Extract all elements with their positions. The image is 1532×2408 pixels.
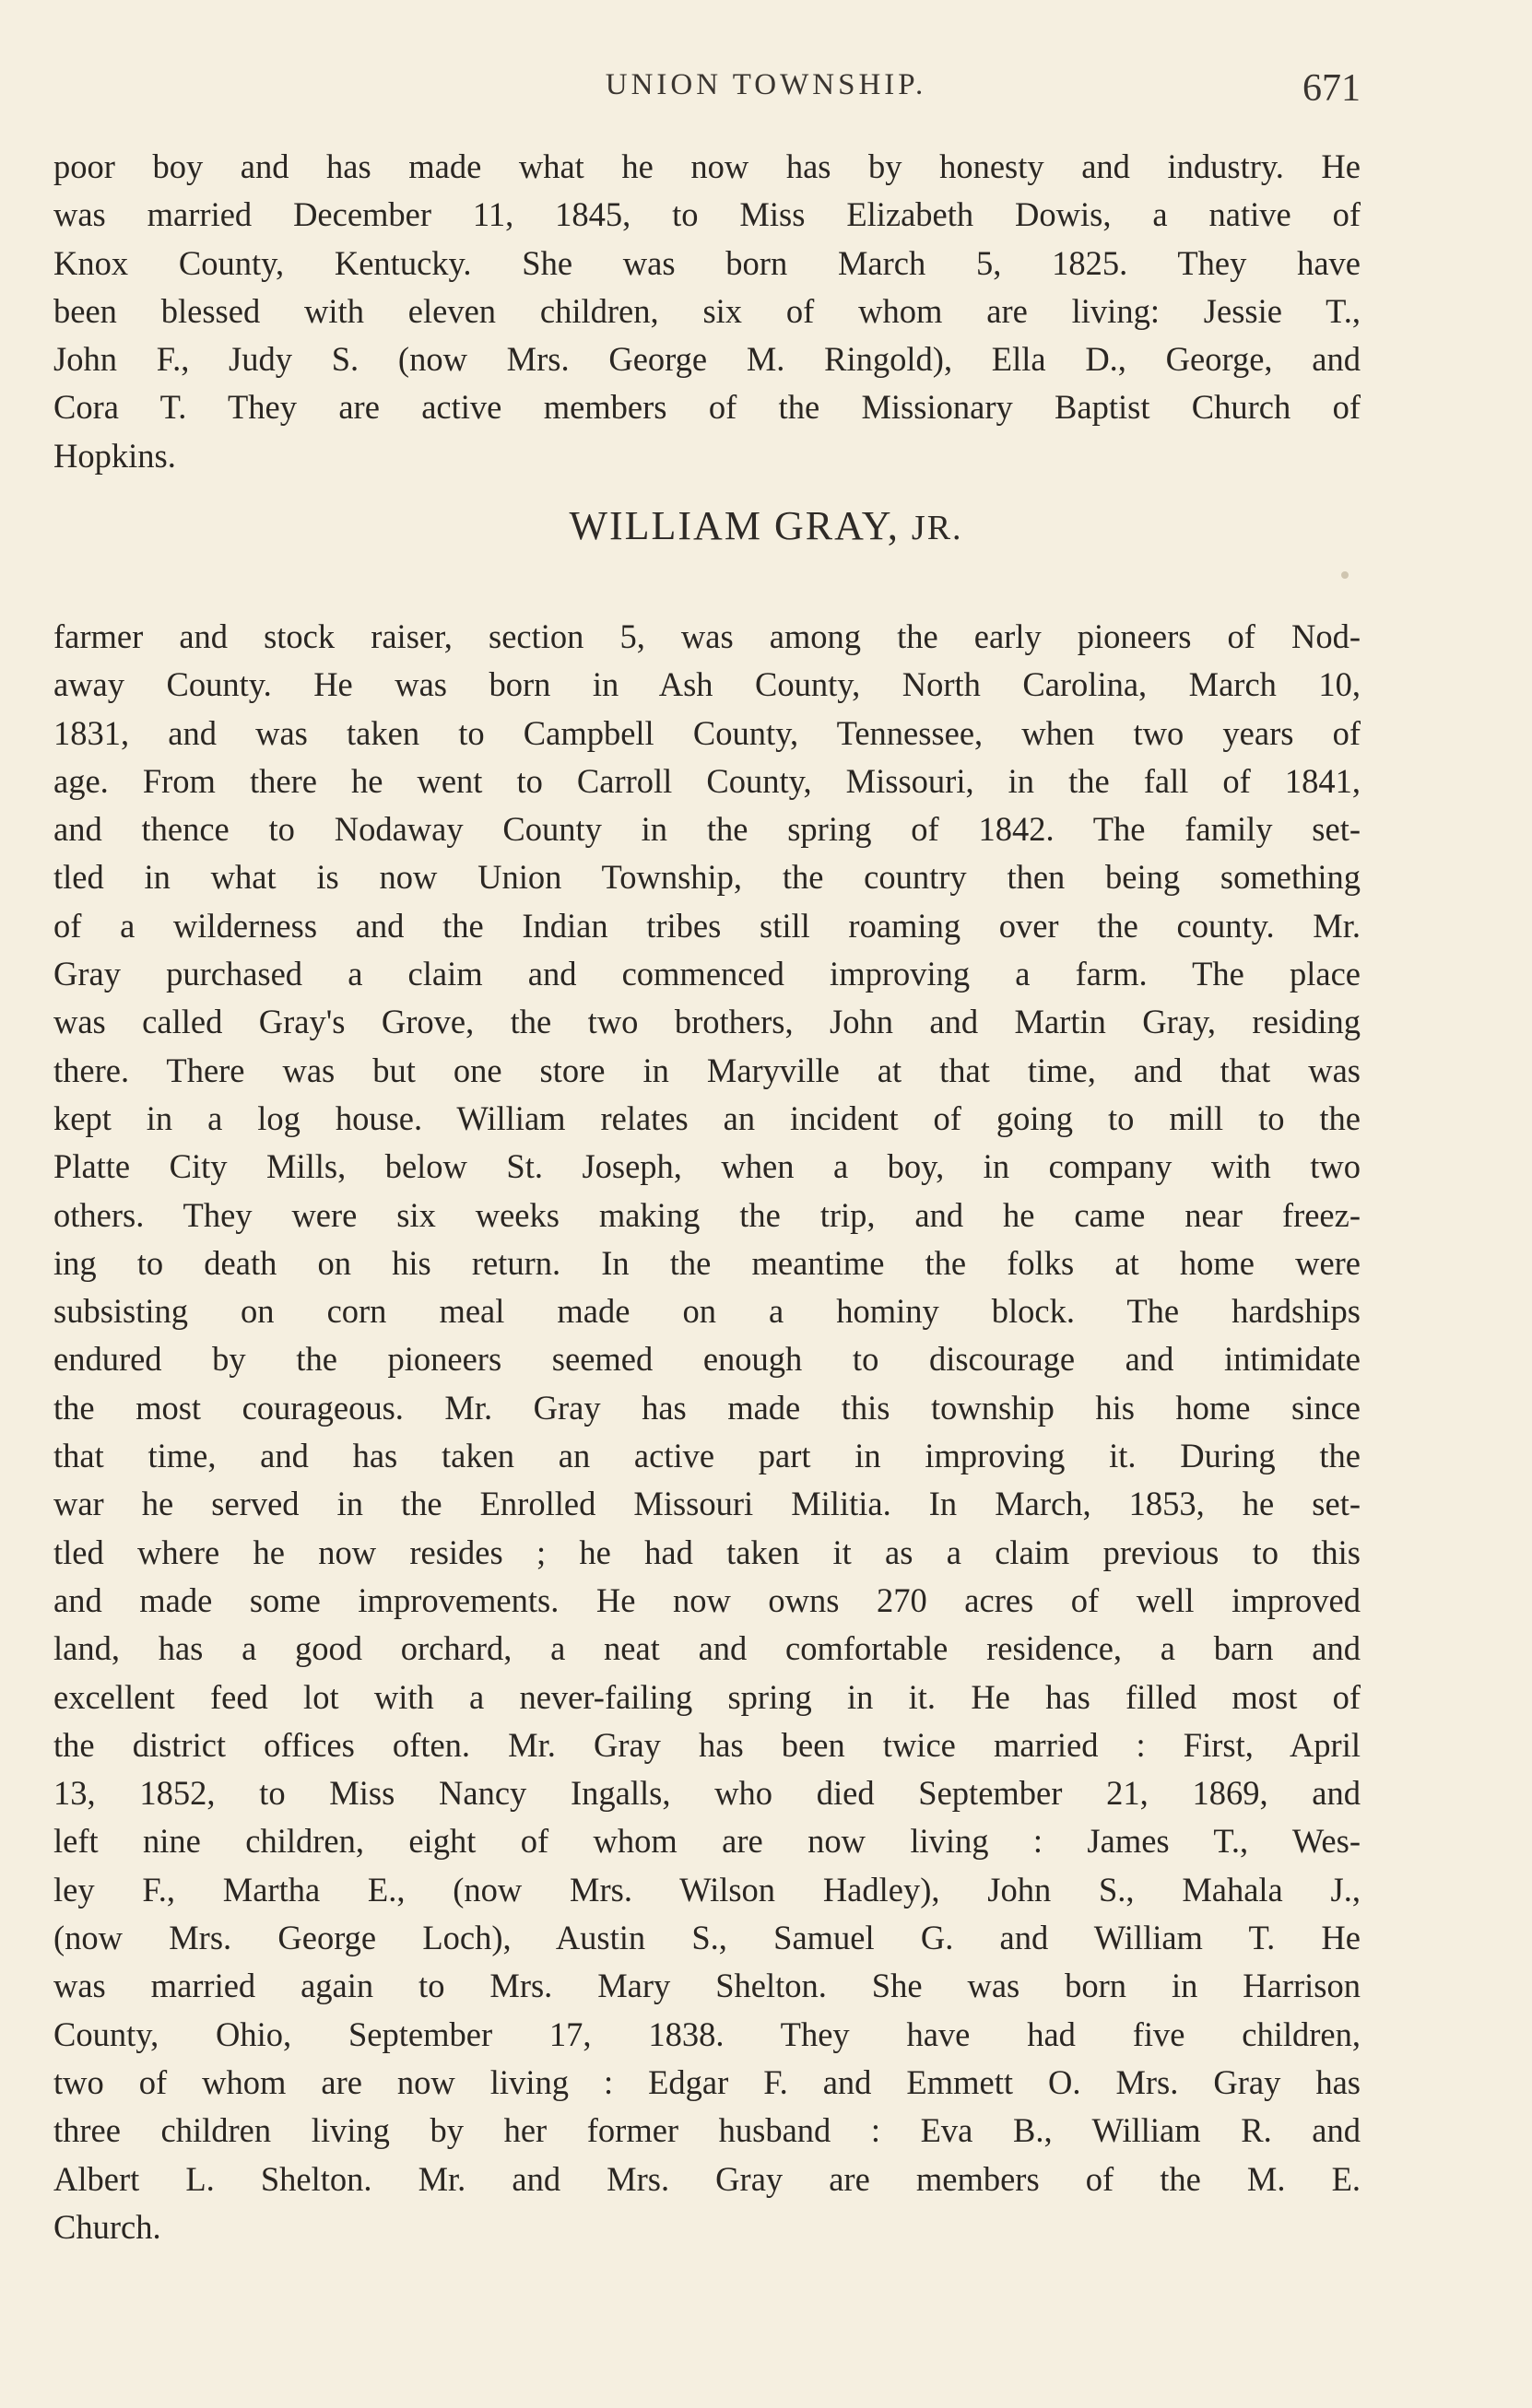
text-line: ley F., Martha E., (now Mrs. Wilson Hadley), John S., Mahala J.,	[53, 1870, 1361, 1909]
text-line: others. They were six weeks making the trip, and he came near freez-	[53, 1195, 1361, 1234]
text-line: Church.	[53, 2207, 161, 2246]
text-line: County, Ohio, September 17, 1838. They have had five children,	[53, 2014, 1361, 2053]
text-line: (now Mrs. George Loch), Austin S., Samuel G. and William T. He	[53, 1919, 1361, 1957]
text-line: Cora T. They are active members of the Missionary Baptist Church of	[53, 388, 1361, 427]
text-line: three children living by her former husband : Eva B., William R. and	[53, 2111, 1361, 2150]
text-line: tled in what is now Union Township, the country then being something	[53, 858, 1361, 897]
text-line: two of whom are now living : Edgar F. and Emmett O. Mrs. Gray has	[53, 2062, 1361, 2101]
text-line: away County. He was born in Ash County, North Carolina, March 10,	[53, 665, 1361, 704]
text-line: that time, and has taken an active part in improving it. During the	[53, 1437, 1361, 1475]
text-line: age. From there he went to Carroll County, Missouri, in the fall of 1841,	[53, 761, 1361, 800]
heading-name: WILLIAM GRAY,	[569, 503, 912, 548]
text-line: been blessed with eleven children, six of whom are living: Jessie T.,	[53, 291, 1361, 330]
text-line: land, has a good orchard, a neat and comfortable residence, a barn and	[53, 1629, 1361, 1668]
text-line: 13, 1852, to Miss Nancy Ingalls, who died September 21, 1869, and	[53, 1774, 1361, 1813]
page-number: 671	[1302, 67, 1361, 110]
text-line: subsisting on corn meal made on a hominy block. The hardships	[53, 1292, 1361, 1331]
text-line: was called Gray's Grove, the two brothers, John and Martin Gray, residing	[53, 1003, 1361, 1041]
text-line: of a wilderness and the Indian tribes still roaming over the county. Mr.	[53, 906, 1361, 945]
text-line: Knox County, Kentucky. She was born March 5, 1825. They have	[53, 243, 1361, 282]
text-line: war he served in the Enrolled Missouri Militia. In March, 1853, he set-	[53, 1485, 1361, 1523]
text-line: 1831, and was taken to Campbell County, Tennessee, when two years of	[53, 713, 1361, 752]
text-line: farmer and stock raiser, section 5, was among the early pioneers of Nod-	[53, 617, 1361, 655]
text-line: tled where he now resides ; he had taken it as a claim previous to this	[53, 1533, 1361, 1571]
text-line: Gray purchased a claim and commenced improving a farm. The place	[53, 955, 1361, 993]
paragraph-continuation	[53, 143, 1361, 480]
text-line: left nine children, eight of whom are now living : James T., Wes-	[53, 1822, 1361, 1861]
text-line: and thence to Nodaway County in the spring of 1842. The family set-	[53, 810, 1361, 849]
text-line: poor boy and has made what he now has by honesty and industry. He	[53, 147, 1361, 185]
stray-ink-mark	[1341, 571, 1349, 579]
text-line: there. There was but one store in Maryville at that time, and that was	[53, 1051, 1361, 1089]
text-line: endured by the pioneers seemed enough to discourage and intimidate	[53, 1340, 1361, 1379]
text-line: Hopkins.	[53, 436, 176, 475]
text-line: ing to death on his return. In the meantime the folks at home were	[53, 1243, 1361, 1282]
section-heading	[0, 502, 1532, 549]
text-line: and made some improvements. He now owns 270 acres of well improved	[53, 1580, 1361, 1619]
text-line: excellent feed lot with a never-failing spring in it. He has filled most of	[53, 1677, 1361, 1716]
text-line: John F., Judy S. (now Mrs. George M. Ringold), Ella D., George, and	[53, 340, 1361, 379]
text-line: kept in a log house. William relates an incident of going to mill to the	[53, 1098, 1361, 1137]
text-line: was married December 11, 1845, to Miss Elizabeth Dowis, a native of	[53, 195, 1361, 234]
text-line: the most courageous. Mr. Gray has made this township his home since	[53, 1388, 1361, 1427]
running-head	[0, 66, 1532, 112]
text-line: the district offices often. Mr. Gray has been twice married : First, April	[53, 1725, 1361, 1764]
text-line: was married again to Mrs. Mary Shelton. She was born in Harrison	[53, 1967, 1361, 2005]
text-line: Albert L. Shelton. Mr. and Mrs. Gray are members of the M. E.	[53, 2159, 1361, 2198]
paragraph-biography	[53, 613, 1361, 2251]
heading-suffix: JR.	[911, 509, 963, 547]
text-line: Platte City Mills, below St. Joseph, when a boy, in company with two	[53, 1147, 1361, 1186]
running-title: UNION TOWNSHIP.	[605, 68, 927, 101]
